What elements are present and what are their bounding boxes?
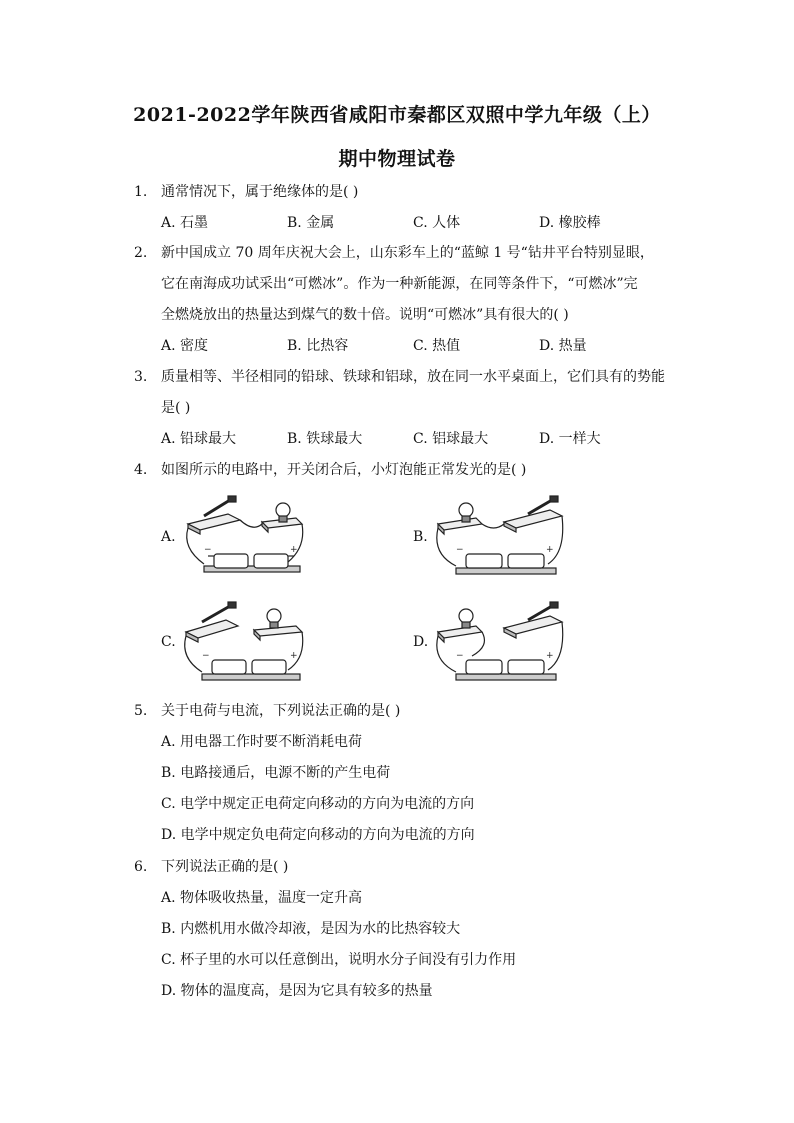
option-row — [161, 208, 681, 239]
question-number: 3. — [134, 369, 148, 385]
circuit-label-b: B. — [413, 529, 428, 545]
option-d: D. 一样大 — [539, 431, 601, 447]
option-row — [161, 424, 681, 455]
svg-text:−: − — [204, 545, 212, 555]
exam-subtitle: 期中物理试卷 — [338, 148, 456, 170]
question-text-line: 新中国成立 70 周年庆祝大会上，山东彩车上的“蓝鲸 1 号“钻井平台特别显眼， — [161, 245, 654, 261]
question-text-line: 全燃烧放出的热量达到煤气的数十倍。说明“可燃冰”具有很大的( ) — [161, 307, 569, 323]
option-a: A. 密度 — [161, 338, 209, 354]
question-text-line: 它在南海成功试采出“可燃冰”。作为一种新能源，在同等条件下，“可燃冰”完 — [161, 276, 638, 292]
svg-text:+: + — [546, 545, 554, 555]
svg-text:+: + — [546, 651, 554, 661]
option-c: C. 热值 — [413, 338, 461, 354]
option-d: D. 热量 — [539, 338, 587, 354]
exam-title: 2021-2022学年陕西省咸阳市秦都区双照中学九年级（上） — [133, 104, 661, 126]
option-b: B. 内燃机用水做冷却液，是因为水的比热容较大 — [161, 921, 461, 937]
question-number: 6. — [134, 859, 148, 875]
option-c: C. 电学中规定正电荷定向移动的方向为电流的方向 — [161, 796, 475, 812]
option-b: B. 电路接通后，电源不断的产生电荷 — [161, 765, 391, 781]
question-text: 如图所示的电路中，开关闭合后，小灯泡能正常发光的是( ) — [161, 462, 527, 478]
option-a: A. 用电器工作时要不断消耗电荷 — [161, 734, 363, 750]
question-number: 5. — [134, 703, 148, 719]
circuit-diagram-d — [432, 596, 568, 686]
option-d: D. 电学中规定负电荷定向移动的方向为电流的方向 — [161, 827, 475, 843]
question-text: 下列说法正确的是( ) — [161, 859, 289, 875]
option-c: C. 人体 — [413, 215, 461, 231]
svg-text:−: − — [456, 545, 464, 555]
circuit-diagram-c — [178, 596, 306, 686]
question-text-line: 质量相等、半径相同的铅球、铁球和铝球，放在同一水平桌面上，它们具有的势能 — [161, 369, 665, 385]
svg-text:+: + — [290, 545, 298, 555]
question-text: 通常情况下，属于绝缘体的是( ) — [161, 184, 359, 200]
option-b: B. 比热容 — [287, 338, 349, 354]
svg-text:−: − — [202, 651, 210, 661]
circuit-label-d: D. — [413, 634, 429, 650]
option-a: A. 铅球最大 — [161, 431, 237, 447]
question-number: 4. — [134, 462, 148, 478]
question-number: 2. — [134, 245, 148, 261]
circuit-diagram-b — [432, 492, 568, 580]
question-text-line: 是( ) — [161, 400, 191, 416]
option-d: D. 物体的温度高，是因为它具有较多的热量 — [161, 983, 433, 999]
option-a: A. 物体吸收热量，温度一定升高 — [161, 890, 363, 906]
circuit-diagram-a — [178, 492, 306, 580]
option-c: C. 铝球最大 — [413, 431, 489, 447]
option-c: C. 杯子里的水可以任意倒出，说明水分子间没有引力作用 — [161, 952, 517, 968]
question-text: 关于电荷与电流，下列说法正确的是( ) — [161, 703, 401, 719]
option-row — [161, 331, 681, 362]
option-b: B. 金属 — [287, 215, 335, 231]
question-number: 1. — [134, 184, 148, 200]
circuit-label-c: C. — [161, 634, 176, 650]
option-a: A. 石墨 — [161, 215, 209, 231]
svg-text:+: + — [290, 651, 298, 661]
svg-text:−: − — [456, 651, 464, 661]
circuit-label-a: A. — [161, 529, 176, 545]
option-b: B. 铁球最大 — [287, 431, 363, 447]
option-d: D. 橡胶棒 — [539, 215, 601, 231]
